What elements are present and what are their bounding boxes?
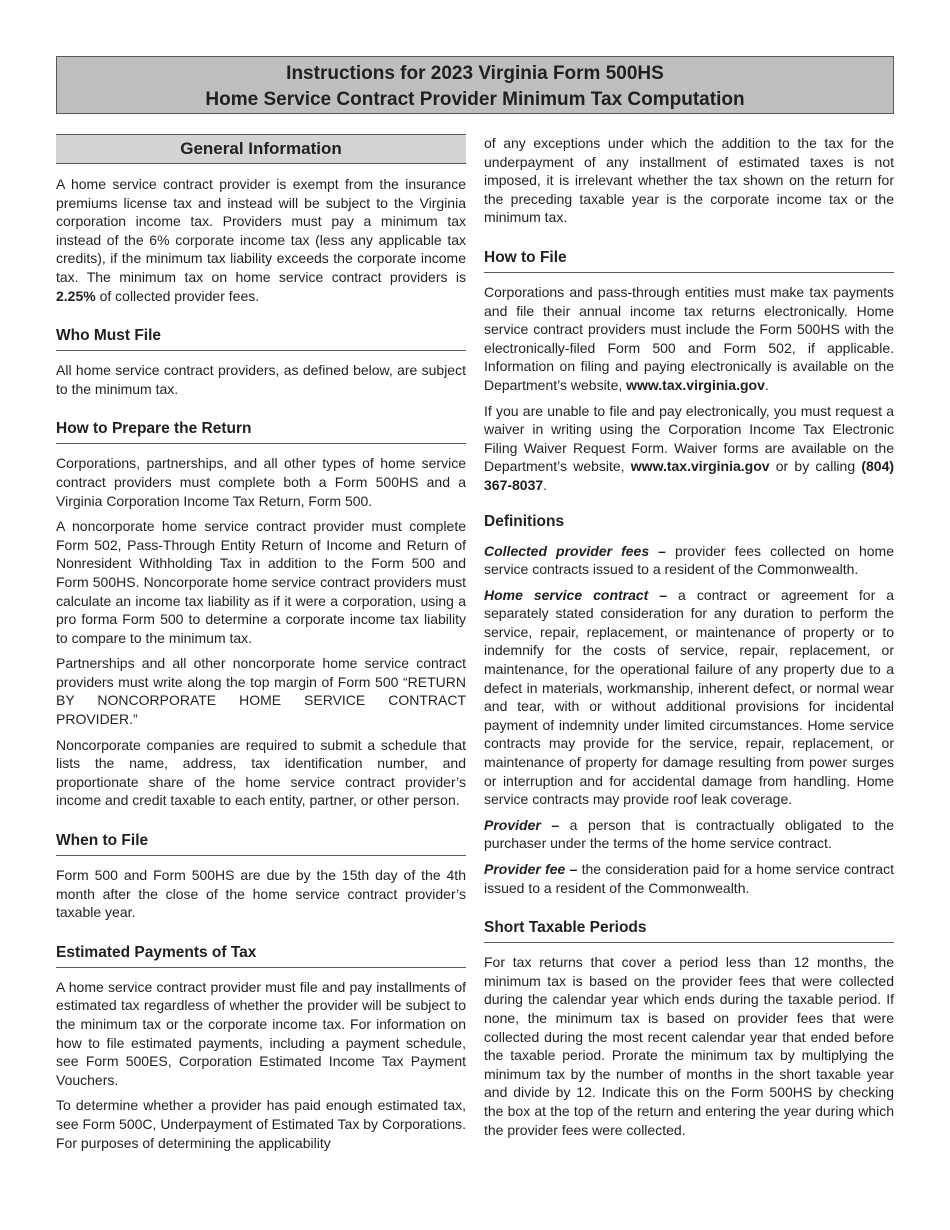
prepare-paragraph-3: Partnerships and all other noncorporate home service contract providers must write along the top margin of Form 500 “RETURN BY NONCORPORATE HOME SERVICE CONTRACT PROVIDER.” — [56, 655, 466, 728]
document-title-box — [56, 56, 894, 114]
how-to-file-heading: How to File — [484, 248, 894, 273]
prepare-paragraph-1: Corporations, partnerships, and all other types of home service contract providers must complete both a Form 500HS and a Virginia Corporation Income Tax Return, Form 500. — [56, 455, 466, 509]
document-subtitle: Home Service Contract Provider Minimum Tax Computation — [205, 89, 745, 110]
estimated-payments-heading: Estimated Payments of Tax — [56, 943, 466, 968]
definition-provider: Provider – a person that is contractually obligated to the purchaser under the terms of the home service contract. — [484, 816, 894, 852]
when-to-file-paragraph: Form 500 and Form 500HS are due by the 15th day of the 4th month after the close of the home service contract provider’s taxable year. — [56, 867, 466, 921]
continued-paragraph: of any exceptions under which the addition to the tax for the underpayment of any installment of estimated taxes is not imposed, it is irrelevant whether the tax shown on the return for the preceding taxable year is the corporate income tax or the minimum tax. — [484, 135, 894, 226]
how-to-prepare-heading: How to Prepare the Return — [56, 419, 466, 444]
website-link: www.tax.virginia.gov — [630, 458, 770, 475]
document-title: Instructions for 2023 Virginia Form 500HS — [286, 63, 664, 84]
right-column — [484, 134, 894, 1146]
when-to-file-heading: When to File — [56, 831, 466, 856]
website-link: www.tax.virginia.gov — [626, 376, 765, 393]
prepare-paragraph-2: A noncorporate home service contract provider must complete Form 502, Pass-Through Entity Return of Income and Return of Nonresident Withholding Tax in addition to the Form 500 and Form 500HS. Noncorporate home service contract providers must calculate an income tax liability as if it were a corporation, using a pro forma Form 500 to determine a corporate income tax liability to compare to the minimum tax. — [56, 518, 466, 646]
estimated-paragraph-1: A home service contract provider must file and pay installments of estimated tax regardless of whether the provider will be subject to the minimum tax or the corporate income tax. For information on how to file estimated payments, including a payment schedule, see Form 500ES, Corporation Estimated Income Tax Payment Vouchers. — [56, 978, 466, 1088]
estimated-paragraph-2: To determine whether a provider has paid enough estimated tax, see Form 500C, Underpayment of Estimated Tax by Corporations. For purposes of determining the applicability — [56, 1097, 466, 1151]
how-to-file-paragraph-1: Corporations and pass-through entities must make tax payments and file their annual income tax returns electronically. Home service contract providers must include the Form 500HS with the electronically-filed Form 500 and Form 502, if applicable. Information on filing and paying electronically is available on the Department’s website, www.tax.virginia.gov. — [484, 283, 894, 393]
general-info-paragraph: A home service contract provider is exempt from the insurance premiums license tax and instead will be subject to the Virginia corporation income tax. Providers must pay a minimum tax instead of the 6% corporate income tax (less any applicable tax credits), if the minimum tax liability exceeds the corporate income tax. The minimum tax on home service contract providers is 2.25% of collected provider fees. — [56, 176, 466, 304]
definitions-heading: Definitions — [484, 512, 565, 530]
definition-collected-provider-fees: Collected provider fees – provider fees collected on home service contracts issued to a resident of the Commonwealth. — [484, 542, 894, 578]
definition-home-service-contract: Home service contract – a contract or agreement for a separately stated consideration for any duration to perform the service, repair, replacement, or maintenance of property or to indemnify for the costs of service, repair, replacement, or maintenance, for the operational failure of any property due to a defect in materials, workmanship, inherent defect, or normal wear and tear, with or without additional provisions for incidental payment of indemnity under limited circumstances. Home service contracts may provide for the service, repair, replacement, or maintenance of property for damage resulting from power surges or interruption and for accidental damage from handling. Home service contracts may provide roof leak coverage. — [484, 586, 894, 808]
prepare-paragraph-4: Noncorporate companies are required to submit a schedule that lists the name, address, tax identification number, and proportionate share of the home service contract provider’s income and credit taxable to each entity, partner, or other person. — [56, 736, 466, 809]
short-taxable-periods-heading: Short Taxable Periods — [484, 918, 894, 943]
definition-provider-fee: Provider fee – the consideration paid for a home service contract issued to a resident of the Commonwealth. — [484, 861, 894, 896]
left-column — [56, 134, 466, 1159]
short-taxable-periods-paragraph: For tax returns that cover a period less than 12 months, the minimum tax is based on the provider fees that were collected during the calendar year which ends during the taxable period. If none, the minimum tax is based on provider fees that were collected during the most recent calendar year that ended before the taxable period. Prorate the minimum tax by multiplying the minimum tax by the number of months in the short taxable year and divide by 12. Indicate this on the Form 500HS by checking the box at the top of the return and entering the year during which the provider fees were collected. — [484, 954, 894, 1138]
phone-number: (804) 367-8037 — [484, 458, 895, 493]
minimum-tax-rate: 2.25% — [56, 287, 96, 304]
who-must-file-heading: Who Must File — [56, 326, 466, 351]
how-to-file-paragraph-2: If you are unable to file and pay electronically, you must request a waiver in writing using the Corporation Income Tax Electronic Filing Waiver Request Form. Waiver forms are available on the Department’s website, www.tax.virginia.gov or by calling (804) 367-8037. — [484, 402, 895, 493]
who-must-file-paragraph: All home service contract providers, as defined below, are subject to the minimum tax. — [56, 362, 466, 397]
general-information-banner: General Information — [56, 134, 466, 164]
